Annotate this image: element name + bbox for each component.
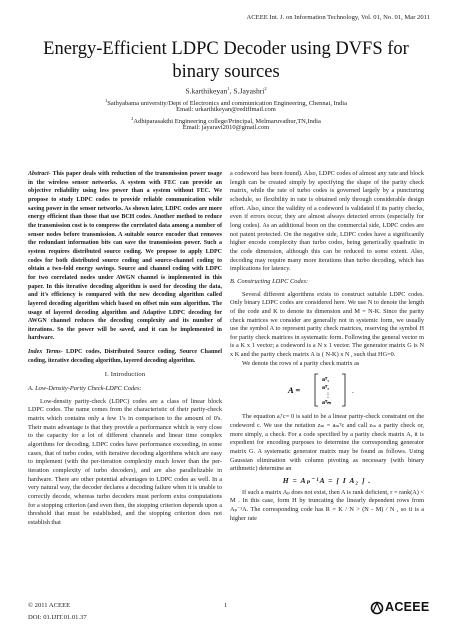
title-line-2: binary sources [172, 62, 280, 82]
journal-header: ACEEE Int. J. on Information Technology, Vol. 01, No. 01, Mar 2011 [246, 14, 430, 21]
right-paragraph-2: Several different algorithms exists to construct suitable LDPC codes. Only binary LDPC codes are considered here. We use N to denote the length of the code and K to denote its dimension and M = N-K. Since the parity check matrices we consider are generally not in systemic form, we usually use the symbol A to represent parity check matrices, reserving the symbol H for parity check matrices in systematic form. Following the general vector m is a K x 1 vector; a codeword is a N x 1 vector. The generator matrix G is N x K and the parity check matrix A is ( N-K) x N , such that HG=0. [230, 290, 424, 359]
affiliation-1-email: Email: urkarthikeyan@rediffmail.com [176, 106, 276, 113]
matrix-left-bracket [315, 374, 318, 406]
left-column [28, 170, 222, 528]
affiliation-2-email: Email: jayaravi2010@gmail.com [182, 124, 270, 131]
matrix-equation [230, 371, 424, 409]
intro-paragraph: Low-density parity-check (LDPC) codes are a class of linear block LDPC codes. The name comes from the characteristic of their parity-check matrix which contains only a few 1's in comparison to the amount of 0's. Their main advantage is that they provide a performance which is very close to the capacity for a lot of different channels and linear time complex algorithms for decoding. LDPC codes have performance exceeding, in some cases, that of turbo codes, with iterative decoding algorithms which are easy to implement (with the per-iteration complexity much lower than the per-iteration complexity of turbo decoders), and are also parallelizable in hardware. There are other potential advantages to LDPC codes as well. In a very natural way, the decoder declares a decoding failure when it is unable to correctly decode, whereas turbo decoders must perform extra computations for a stopping criterion (and even then, the stopping criterion depends upon a threshold that must be established, and the stopping criterion does not establish that [28, 397, 222, 526]
equation-h: H = Aₚ⁻¹A = [ I A₂ ] . [282, 476, 372, 486]
author-1: S.karthikeyan [185, 86, 228, 96]
abstract: Abstract- This paper deals with reduction of the transmission power usage in the wireless sensor networks. A system with FEC can provide an objective reliability using less power than a system without FEC. We propose to study LDPC codes to provide reliable communication while saving power in the sensor networks. As shown later, LDPC codes are more energy efficient than those that use BCH codes. Another method to reduce the transmission cost is to compress the correlated data among a number of sensor nodes before transmission. A suitable source encoder that removes the redundant information bits can save the transmission power. Such a system requires distributed source coding. We propose to apply LDPC codes for both distributed source coding and source-channel coding to obtain a two-fold energy savings. Source and channel coding with LDPC for two correlated nodes under AWGN channel is implemented in this paper. In this iterative decoding algorithm is used for decoding the data, and it's efficiency is compared with the new decoding algorithm called layered decoding algorithm which based on offset min sum algorithm. The usage of layered decoding algorithm and Adaptive LDPC decoding for AWGN channel reduces the decoding complexity and its number of iterations. So the power will be saved, and it can be implemented in hardware. [28, 171, 222, 342]
matrix-row-m: aᵀₘ [322, 400, 332, 407]
author-list: S.karthikeyan$^1$, S.Jayashri$^2$ [185, 86, 267, 96]
right-paragraph-5: If such a matrix Aₚ does not exist, then A is rank deficient, r = rank(A) < M . In this case, form H by truncating the linearly dependent rows from Aₚ⁻¹A. The corresponding code has R = K / N > (N - M) / N , so it is a higher rate [230, 488, 424, 522]
footer-copyright: © 2011 ACEEE [28, 602, 71, 609]
author-2-sup: 2 [264, 86, 267, 91]
matrix-figure [230, 371, 424, 409]
affiliation-2: $^2$Adhiparasakthi Engineering college/Principal, Melmaruvathur,TN,India [131, 116, 321, 126]
index-terms: Index Terms- LDPC codes, Distributed Source coding, Source Channel coding, iterative decoding algorithm, layered decoding algorithm. [28, 349, 223, 364]
right-paragraph-4: The equation aᵢᵀc= 0 is said to be a linear parity-check constraint on the codeword c. We use the notation zₘ = aₘᵀc and call zₘ a parity check or, more simply, a check. For a code specified by a parity check matrix A, it is expedient for encoding purposes to determine the corresponding generator matrix G. A systematic generator matrix may be found as follows. Using Gaussian elimination with column pivoting as necessary (with binary arithmetic) determine an [230, 413, 424, 473]
matrix-row-dots: ⋮ [325, 393, 331, 400]
right-column [230, 170, 424, 523]
subsection-heading-ldpc: A. Low-Density-Parity Check-LDPC Codes: [28, 385, 142, 393]
right-paragraph-3: We denote the rows of a parity check matrix as [242, 359, 360, 367]
paper-title [20, 38, 432, 84]
affiliation-1: $^1$Sathyabama university/Dept of Electronics and communication Engineering, Chennai, India [105, 98, 347, 108]
matrix-right-bracket [342, 374, 345, 406]
matrix-label: A = [288, 385, 301, 396]
footer-doi: DOI: 01.IJIT.01.01.37 [28, 614, 87, 621]
right-paragraph-1: a codeword has been found). Also, LDPC codes of almost any rate and block length can be created simply by specifying the shape of the parity check matrix, while the rate of turbo codes is governed largely by a puncturing schedule, so flexibility in rate is obtained only through considerable design effort. Also, since the validity of a codeword is validated if its parity checks, even if errors occur, they are almost always detected errors (especially for long codes). As an additional boon on the commercial side, LDPC codes are not patent protected. On the negative side, LDPC codes have a significantly higher encode complexity than turbo codes, being generically quadratic in the code dimension, although this can be reduced to some extent. Also, decoding may require many more iterations than turbo decoding, which has implications for latency. [230, 170, 424, 273]
subsection-heading-constructing: B. Constructing LDPC Codes: [230, 277, 309, 285]
author-1-sup: 1 [227, 86, 230, 91]
matrix-row-1: aᵀ₁ [322, 377, 330, 384]
aceee-logo-text: ACEEE [385, 600, 430, 614]
aceee-logo-icon [370, 600, 384, 616]
aceee-logo [370, 600, 432, 616]
page-number: 1 [224, 602, 228, 609]
author-2: S.Jayashri [233, 86, 265, 96]
matrix-period: . [352, 387, 354, 396]
section-heading-introduction: I. Introduction [104, 371, 146, 379]
matrix-row-2: aᵀ₂ [322, 385, 330, 392]
title-line-1: Energy-Efficient LDPC Decoder using DVFS for [43, 39, 409, 59]
